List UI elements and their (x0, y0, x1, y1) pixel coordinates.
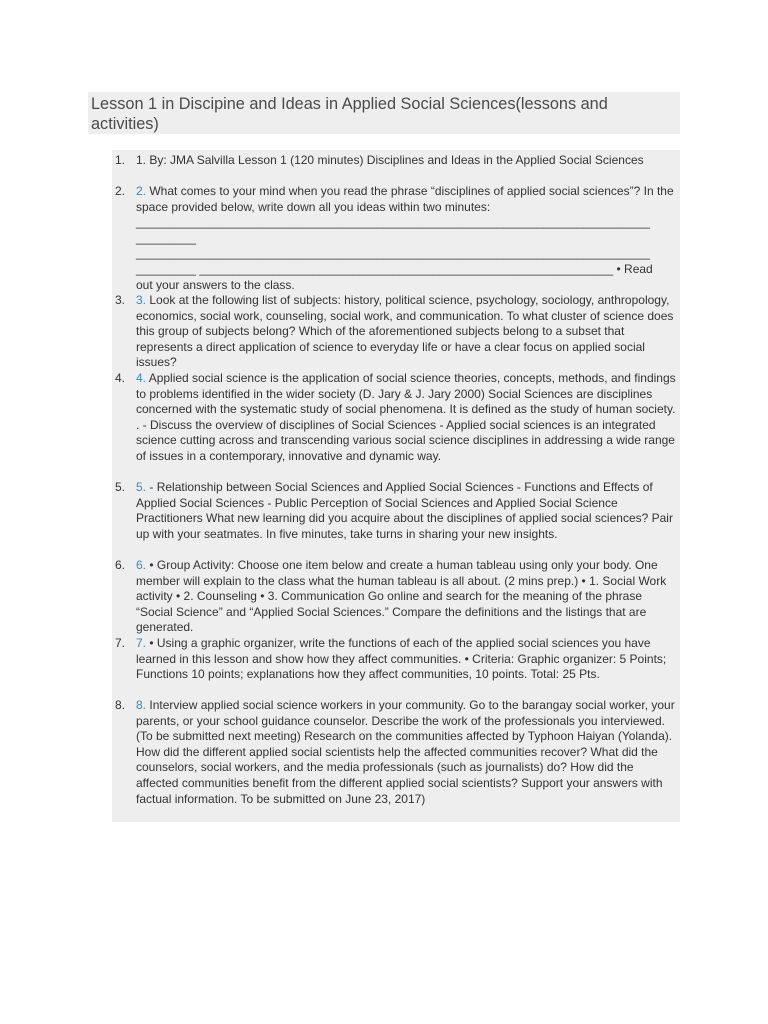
item-number-link[interactable]: 2. (136, 184, 147, 198)
list-marker: 8. (114, 698, 125, 712)
list-marker: 7. (114, 636, 125, 650)
item-text: - Relationship between Social Sciences and Applied Social Sciences - Functions and Effects of Applied Social Sciences - Public Perception of Social Sciences and Applied Social Science Practitioners What new learning did you acquire about the disciplines of applied social sciences? Pair up with your seatmates. In five minutes, take turns in sharing your new insights. (136, 480, 673, 541)
item-number: 1. (136, 153, 147, 167)
page-title: Lesson 1 in Discipine and Ideas in Applied Social Sciences(lessons and activities) (91, 95, 608, 133)
answer-blank-line: _________ (136, 230, 197, 245)
answer-blank-line: _________ ______________________________________________________________ • Read (136, 261, 653, 276)
list-marker: 2. (114, 184, 125, 198)
item-number-link[interactable]: 5. (136, 480, 147, 494)
item-number-link[interactable]: 8. (136, 698, 147, 712)
list-marker: 4. (114, 371, 125, 385)
item-text: Look at the following list of subjects: history, political science, psychology, sociology, anthropology, economics, social work, counseling, social work, and communication. To what cluster of science does this group of subjects belong? Which of the aforementioned subjects belong to a subset that represents a direct application of science to everyday life or have a clear focus on applied social issues? (136, 293, 674, 370)
item-text: Applied social science is the application of social science theories, concepts, methods, and findings to problems identified in the wider society (D. Jary & J. Jary 2000) Social Sciences are disciplines concerned with the systematic study of social phenomena. It is defined as the study of human society. . - Discuss the overview of disciplines of Social Sciences - Applied social sciences is an integrated science cutting across and transcending various social science disciplines in addressing a wide range of issues in a contemporary, innovative and dynamic way. (136, 371, 676, 463)
item-text: • Using a graphic organizer, write the functions of each of the applied social sciences you have learned in this lesson and show how they affect communities. • Criteria: Graphic organizer: 5 Points; Functions 10 points; explanations how they affect communities, 10 points. Total: 25 Pts. (136, 636, 667, 682)
answer-blank-line: _____________________________________________________________________________ (136, 215, 650, 230)
list-marker: 5. (114, 480, 125, 494)
item-text: • Group Activity: Choose one item below and create a human tableau using only your body. One member will explain to the class what the human tableau is all about. (2 mins prep.) • 1. Social Work activity • 2. Counseling • 3. Communication Go online and search for the meaning of the phrase “Social Science” and “Applied Social Sciences.” Compare the definitions and the listings that are generated. (136, 558, 667, 635)
item-text: By: JMA Salvilla Lesson 1 (120 minutes) Disciplines and Ideas in the Applied Social Sciences (149, 153, 644, 167)
activity-list (112, 150, 680, 822)
list-marker: 3. (114, 293, 125, 307)
item-text-end: out your answers to the class. (136, 277, 295, 292)
list-marker: 6. (114, 558, 125, 572)
item-text: Interview applied social science workers in your community. Go to the barangay social worker, your parents, or your school guidance counselor. Describe the work of the professionals you interviewed. (To be submitted next meeting) Research on the communities affected by Typhoon Haiyan (Yolanda). How did the different applied social scientists help the affected communities recover? What did the counselors, social workers, and the media professionals (such as journalists) do? How did the affected communities benefit from the different applied social scientists? Support your answers with factual information. To be submitted on June 23, 2017) (136, 698, 675, 806)
item-number-link[interactable]: 4. (136, 371, 147, 385)
list-marker: 1. (114, 153, 125, 167)
item-number-link[interactable]: 3. (136, 293, 147, 307)
item-number-link[interactable]: 6. (136, 558, 147, 572)
item-number-link[interactable]: 7. (136, 636, 147, 650)
title-panel (88, 92, 680, 134)
item-text: What comes to your mind when you read the phrase “disciplines of applied social sciences”? In the space provided below, write down all you ideas within two minutes: (136, 184, 674, 214)
answer-blank-line: _____________________________________________________________________________ (136, 246, 650, 261)
